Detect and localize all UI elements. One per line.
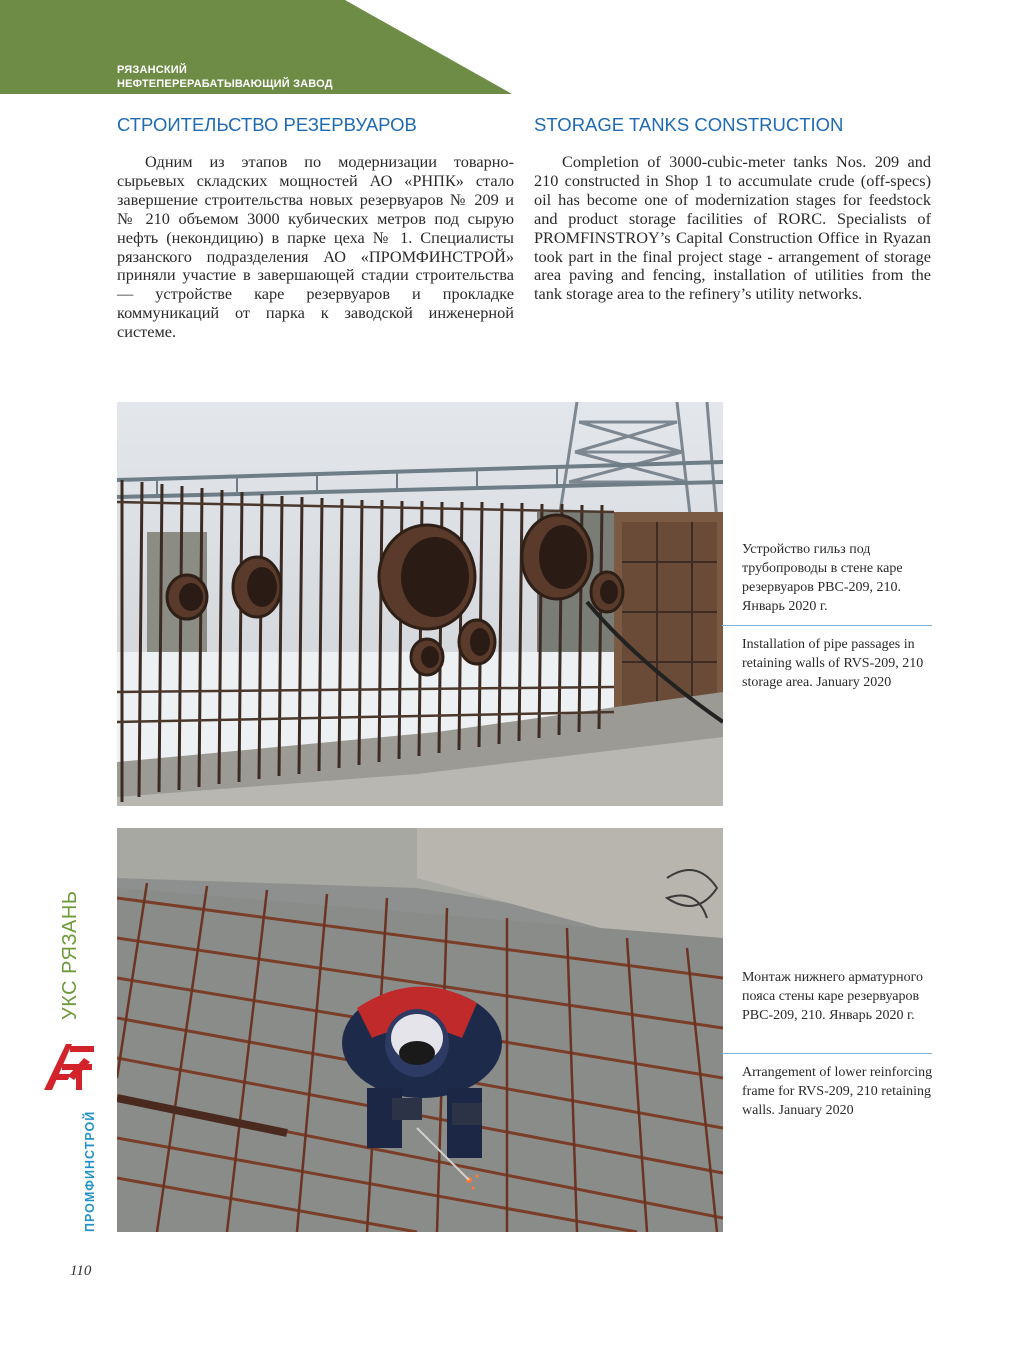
promfinstroy-logo-icon (40, 1040, 96, 1092)
ru-title: СТРОИТЕЛЬСТВО РЕЗЕРВУАРОВ (117, 114, 417, 135)
ru-body: Одним из этапов по модернизации товарно-сырьевых складских мощностей АО «РНПК» стало завершение строительства новых резервуаров № 209 и № 210 объемом 3000 кубических метров под сырую нефть (некондицию) в парке цеха № 1. Специалисты рязанского подразделения АО «ПРОМФИНСТРОЙ» приняли участие в завершающей стадии строительства — устройстве каре резервуаров и прокладке коммуникаций от парка к заводской инженерной системе. (117, 152, 514, 342)
page-number: 110 (70, 1263, 92, 1279)
en-body: Completion of 3000-cubic-meter tanks Nos. 209 and 210 constructed in Shop 1 to accumulate crude (off-specs) oil has become one of modernization stages for feedstock and product storage facilities of RORC. Specialists of PROMFINSTROY’s Capital Construction Office in Ryazan took part in the final project stage - arrangement of storage area paving and fencing, installation of utilities from the tank storage area to the refinery’s utility networks. (534, 152, 931, 304)
en-title: STORAGE TANKS CONSTRUCTION (534, 114, 844, 135)
section-title-vertical: УКС РЯЗАНЬ (59, 890, 81, 1020)
photo-welding-rebar (117, 828, 723, 1232)
photo2-caption-ru: Монтаж нижнего арматурного пояса стены каре резервуаров РВС-209, 210. Январь 2020 г. (742, 970, 923, 1023)
caption-divider-2 (722, 1053, 932, 1054)
photo2-caption-en: Arrangement of lower reinforcing frame for RVS-209, 210 retaining walls. January 2020 (742, 1065, 933, 1118)
photo1-caption-en: Installation of pipe passages in retaining walls of RVS-209, 210 storage area. January 2020 (742, 637, 924, 690)
caption-divider-1 (722, 625, 932, 626)
photo1-caption-ru: Устройство гильз под трубопроводы в стене каре резервуаров РВС-209, 210. Январь 2020 г. (742, 542, 903, 614)
header-line-2: НЕФТЕПЕРЕРАБАТЫВАЮЩИЙ ЗАВОД (117, 78, 333, 90)
brand-vertical: ПРОМФИНСТРОЙ (83, 1110, 97, 1232)
photo-pipe-passages (117, 402, 723, 806)
header-line-1: РЯЗАНСКИЙ (117, 64, 188, 76)
header-label (117, 63, 333, 91)
